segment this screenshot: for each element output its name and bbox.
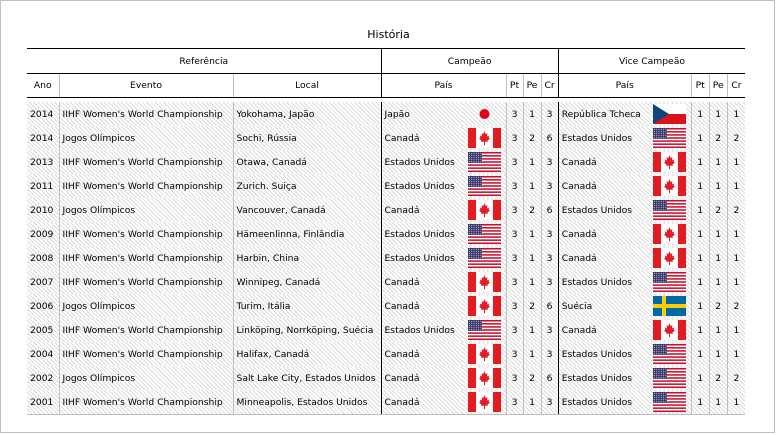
col-header-champion-cr: Cr — [541, 74, 558, 98]
runner-up-flag-cell — [648, 102, 691, 126]
runner-up-cr-cell: 1 — [727, 150, 745, 174]
champion-pt-cell: 3 — [506, 198, 523, 222]
location-cell: Harbin, China — [233, 246, 381, 270]
champion-cr-cell: 6 — [541, 366, 558, 390]
location-cell: Hämeenlinna, Finlândia — [233, 222, 381, 246]
location-cell: Sochi, Rússia — [233, 126, 381, 150]
runner-up-country-cell: Estados Unidos — [558, 126, 648, 150]
champion-pe-cell: 2 — [523, 366, 541, 390]
runner-up-pt-cell: 1 — [691, 246, 709, 270]
table-row — [27, 390, 745, 415]
runner-up-flag-cell — [648, 150, 691, 174]
champion-country-cell: Canadá — [381, 270, 463, 294]
runner-up-flag-cell — [648, 198, 691, 222]
champion-pt-cell: 3 — [506, 246, 523, 270]
event-cell: Jogos Olímpicos — [59, 126, 233, 150]
runner-up-pe-cell: 1 — [709, 342, 727, 366]
champion-country-cell: Estados Unidos — [381, 318, 463, 342]
runner-up-country-cell: Estados Unidos — [558, 270, 648, 294]
event-cell: IIHF Women's World Championship — [59, 246, 233, 270]
col-header-champion-pe: Pe — [523, 74, 541, 98]
champion-cr-cell: 3 — [541, 270, 558, 294]
runner-up-pt-cell: 1 — [691, 342, 709, 366]
champion-pt-cell: 3 — [506, 222, 523, 246]
champion-flag-cell — [463, 294, 506, 318]
runner-up-country-cell: Suécia — [558, 294, 648, 318]
table-row — [27, 270, 745, 294]
table-row — [27, 198, 745, 222]
canada-flag-icon — [468, 200, 501, 220]
event-cell: IIHF Women's World Championship — [59, 342, 233, 366]
runner-up-cr-cell: 1 — [727, 174, 745, 198]
year-cell: 2009 — [27, 222, 59, 246]
runner-up-cr-cell: 1 — [727, 222, 745, 246]
col-header-champion-country: País — [381, 74, 506, 98]
runner-up-pt-cell: 1 — [691, 222, 709, 246]
runner-up-cr-cell: 2 — [727, 198, 745, 222]
table-row — [27, 294, 745, 318]
col-header-event: Evento — [59, 74, 233, 98]
event-cell: IIHF Women's World Championship — [59, 150, 233, 174]
runner-up-cr-cell: 1 — [727, 342, 745, 366]
champion-pt-cell: 3 — [506, 390, 523, 415]
canada-flag-icon — [468, 368, 501, 388]
champion-pt-cell: 3 — [506, 366, 523, 390]
champion-country-cell: Canadá — [381, 390, 463, 415]
runner-up-country-cell: Estados Unidos — [558, 342, 648, 366]
champion-pt-cell: 3 — [506, 150, 523, 174]
czech-flag-icon — [653, 104, 686, 124]
runner-up-country-cell: Estados Unidos — [558, 366, 648, 390]
table-row — [27, 126, 745, 150]
champion-pe-cell: 2 — [523, 126, 541, 150]
canada-flag-icon — [653, 320, 686, 340]
runner-up-cr-cell: 1 — [727, 270, 745, 294]
event-cell: Jogos Olímpicos — [59, 198, 233, 222]
runner-up-flag-cell — [648, 222, 691, 246]
champion-cr-cell: 3 — [541, 318, 558, 342]
champion-country-cell: Estados Unidos — [381, 174, 463, 198]
usa-flag-icon — [653, 200, 686, 220]
year-cell: 2011 — [27, 174, 59, 198]
runner-up-pe-cell: 2 — [709, 366, 727, 390]
champion-pt-cell: 3 — [506, 126, 523, 150]
champion-cr-cell: 6 — [541, 126, 558, 150]
runner-up-flag-cell — [648, 126, 691, 150]
champion-flag-cell — [463, 102, 506, 126]
champion-flag-cell — [463, 246, 506, 270]
runner-up-pt-cell: 1 — [691, 174, 709, 198]
runner-up-flag-cell — [648, 318, 691, 342]
location-cell: Halifax, Canadá — [233, 342, 381, 366]
runner-up-country-cell: Canadá — [558, 318, 648, 342]
usa-flag-icon — [653, 272, 686, 292]
runner-up-flag-cell — [648, 246, 691, 270]
table-row — [27, 246, 745, 270]
champion-cr-cell: 3 — [541, 102, 558, 126]
location-cell: Zurich. Suiça — [233, 174, 381, 198]
champion-cr-cell: 6 — [541, 198, 558, 222]
canada-flag-icon — [653, 248, 686, 268]
runner-up-pe-cell: 2 — [709, 126, 727, 150]
table-row — [27, 174, 745, 198]
runner-up-flag-cell — [648, 294, 691, 318]
year-cell: 2007 — [27, 270, 59, 294]
champion-flag-cell — [463, 390, 506, 415]
table-row — [27, 102, 745, 126]
canada-flag-icon — [653, 152, 686, 172]
event-cell: Jogos Olímpicos — [59, 294, 233, 318]
champion-pe-cell: 1 — [523, 342, 541, 366]
event-cell: Jogos Olímpicos — [59, 366, 233, 390]
champion-flag-cell — [463, 366, 506, 390]
location-cell: Winnipeg, Canadá — [233, 270, 381, 294]
runner-up-pt-cell: 1 — [691, 198, 709, 222]
runner-up-country-cell: Estados Unidos — [558, 390, 648, 415]
champion-pt-cell: 3 — [506, 174, 523, 198]
champion-flag-cell — [463, 270, 506, 294]
history-table — [27, 48, 745, 415]
usa-flag-icon — [653, 128, 686, 148]
champion-cr-cell: 3 — [541, 150, 558, 174]
location-cell: Vancouver, Canadá — [233, 198, 381, 222]
champion-flag-cell — [463, 198, 506, 222]
event-cell: IIHF Women's World Championship — [59, 270, 233, 294]
champion-country-cell: Canadá — [381, 198, 463, 222]
champion-country-cell: Canadá — [381, 342, 463, 366]
champion-cr-cell: 6 — [541, 294, 558, 318]
runner-up-pt-cell: 1 — [691, 102, 709, 126]
champion-cr-cell: 3 — [541, 246, 558, 270]
location-cell: Yokohama, Japão — [233, 102, 381, 126]
champion-pe-cell: 1 — [523, 270, 541, 294]
runner-up-pt-cell: 1 — [691, 126, 709, 150]
table-row — [27, 150, 745, 174]
event-cell: IIHF Women's World Championship — [59, 102, 233, 126]
japan-flag-icon — [468, 104, 501, 124]
runner-up-pe-cell: 1 — [709, 270, 727, 294]
sweden-flag-icon — [653, 296, 686, 316]
group-header-reference: Referência — [27, 49, 381, 74]
canada-flag-icon — [653, 224, 686, 244]
champion-flag-cell — [463, 318, 506, 342]
usa-flag-icon — [468, 320, 501, 340]
champion-cr-cell: 3 — [541, 342, 558, 366]
runner-up-flag-cell — [648, 270, 691, 294]
col-header-runner-up-pe: Pe — [709, 74, 727, 98]
runner-up-pt-cell: 1 — [691, 150, 709, 174]
canada-flag-icon — [468, 128, 501, 148]
runner-up-cr-cell: 1 — [727, 102, 745, 126]
table-body — [27, 98, 745, 415]
year-cell: 2014 — [27, 126, 59, 150]
year-cell: 2014 — [27, 102, 59, 126]
location-cell: Minneapolis, Estados Unidos — [233, 390, 381, 415]
runner-up-cr-cell: 1 — [727, 246, 745, 270]
col-header-runner-up-country: País — [558, 74, 691, 98]
usa-flag-icon — [468, 224, 501, 244]
event-cell: IIHF Women's World Championship — [59, 222, 233, 246]
champion-country-cell: Canadá — [381, 126, 463, 150]
champion-cr-cell: 3 — [541, 174, 558, 198]
group-header-champion: Campeão — [381, 49, 558, 74]
location-cell: Turim, Itália — [233, 294, 381, 318]
location-cell: Linköping, Norrköping, Suécia — [233, 318, 381, 342]
col-header-year: Ano — [27, 74, 59, 98]
year-cell: 2010 — [27, 198, 59, 222]
runner-up-cr-cell: 2 — [727, 294, 745, 318]
champion-country-cell: Japão — [381, 102, 463, 126]
runner-up-pt-cell: 1 — [691, 366, 709, 390]
runner-up-pe-cell: 1 — [709, 150, 727, 174]
location-cell: Salt Lake City, Estados Unidos — [233, 366, 381, 390]
year-cell: 2008 — [27, 246, 59, 270]
runner-up-pe-cell: 1 — [709, 318, 727, 342]
runner-up-pt-cell: 1 — [691, 294, 709, 318]
year-cell: 2006 — [27, 294, 59, 318]
champion-pe-cell: 2 — [523, 294, 541, 318]
runner-up-country-cell: Canadá — [558, 222, 648, 246]
champion-pe-cell: 1 — [523, 390, 541, 415]
champion-pt-cell: 3 — [506, 342, 523, 366]
runner-up-pt-cell: 1 — [691, 390, 709, 415]
year-cell: 2004 — [27, 342, 59, 366]
runner-up-country-cell: República Tcheca — [558, 102, 648, 126]
runner-up-pe-cell: 1 — [709, 174, 727, 198]
champion-country-cell: Estados Unidos — [381, 246, 463, 270]
champion-pe-cell: 1 — [523, 222, 541, 246]
runner-up-flag-cell — [648, 390, 691, 415]
col-header-champion-pt: Pt — [506, 74, 523, 98]
runner-up-flag-cell — [648, 366, 691, 390]
usa-flag-icon — [653, 368, 686, 388]
champion-country-cell: Canadá — [381, 294, 463, 318]
champion-country-cell: Estados Unidos — [381, 222, 463, 246]
champion-flag-cell — [463, 150, 506, 174]
runner-up-country-cell: Canadá — [558, 246, 648, 270]
col-header-location: Local — [233, 74, 381, 98]
table-row — [27, 222, 745, 246]
champion-flag-cell — [463, 126, 506, 150]
champion-pt-cell: 3 — [506, 318, 523, 342]
champion-country-cell: Estados Unidos — [381, 150, 463, 174]
location-cell: Otawa, Canadá — [233, 150, 381, 174]
champion-pe-cell: 1 — [523, 174, 541, 198]
champion-pe-cell: 1 — [523, 318, 541, 342]
runner-up-pt-cell: 1 — [691, 318, 709, 342]
usa-flag-icon — [653, 392, 686, 412]
canada-flag-icon — [468, 272, 501, 292]
champion-flag-cell — [463, 342, 506, 366]
group-header-runner-up: Vice Campeão — [558, 49, 745, 74]
runner-up-pe-cell: 1 — [709, 222, 727, 246]
event-cell: IIHF Women's World Championship — [59, 174, 233, 198]
runner-up-country-cell: Canadá — [558, 174, 648, 198]
runner-up-pe-cell: 2 — [709, 294, 727, 318]
canada-flag-icon — [468, 296, 501, 316]
champion-pt-cell: 3 — [506, 270, 523, 294]
event-cell: IIHF Women's World Championship — [59, 318, 233, 342]
champion-country-cell: Canadá — [381, 366, 463, 390]
event-cell: IIHF Women's World Championship — [59, 390, 233, 415]
champion-cr-cell: 3 — [541, 222, 558, 246]
runner-up-pe-cell: 1 — [709, 390, 727, 415]
usa-flag-icon — [468, 152, 501, 172]
canada-flag-icon — [653, 176, 686, 196]
page-title: História — [367, 28, 410, 41]
table-row — [27, 318, 745, 342]
champion-pe-cell: 2 — [523, 198, 541, 222]
runner-up-country-cell: Canadá — [558, 150, 648, 174]
champion-pe-cell: 1 — [523, 102, 541, 126]
runner-up-cr-cell: 2 — [727, 366, 745, 390]
year-cell: 2001 — [27, 390, 59, 415]
champion-pe-cell: 1 — [523, 150, 541, 174]
canada-flag-icon — [468, 344, 501, 364]
runner-up-pt-cell: 1 — [691, 270, 709, 294]
runner-up-pe-cell: 1 — [709, 246, 727, 270]
year-cell: 2002 — [27, 366, 59, 390]
table-row — [27, 342, 745, 366]
year-cell: 2005 — [27, 318, 59, 342]
champion-cr-cell: 3 — [541, 390, 558, 415]
champion-pt-cell: 3 — [506, 102, 523, 126]
champion-flag-cell — [463, 222, 506, 246]
usa-flag-icon — [468, 176, 501, 196]
champion-pt-cell: 3 — [506, 294, 523, 318]
canada-flag-icon — [468, 392, 501, 412]
runner-up-country-cell: Estados Unidos — [558, 198, 648, 222]
runner-up-cr-cell: 1 — [727, 318, 745, 342]
champion-pe-cell: 1 — [523, 246, 541, 270]
table-row — [27, 366, 745, 390]
champion-flag-cell — [463, 174, 506, 198]
runner-up-flag-cell — [648, 342, 691, 366]
runner-up-flag-cell — [648, 174, 691, 198]
runner-up-cr-cell: 2 — [727, 126, 745, 150]
runner-up-pe-cell: 2 — [709, 198, 727, 222]
col-header-runner-up-cr: Cr — [727, 74, 745, 98]
usa-flag-icon — [468, 248, 501, 268]
usa-flag-icon — [653, 344, 686, 364]
runner-up-cr-cell: 1 — [727, 390, 745, 415]
col-header-runner-up-pt: Pt — [691, 74, 709, 98]
year-cell: 2013 — [27, 150, 59, 174]
runner-up-pe-cell: 1 — [709, 102, 727, 126]
